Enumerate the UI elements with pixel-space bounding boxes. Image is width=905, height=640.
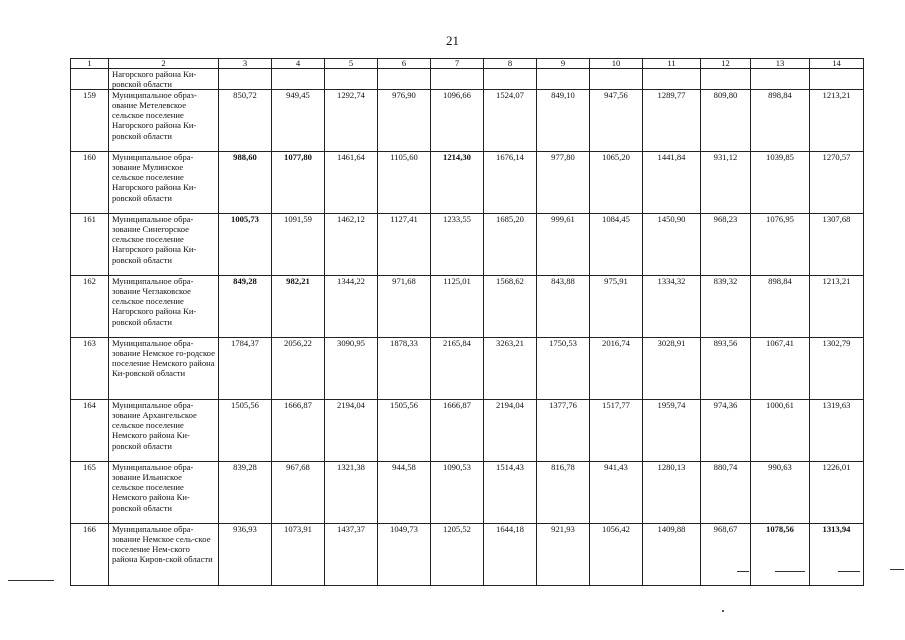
value-cell-col-12: 968,67 bbox=[701, 524, 751, 586]
value-cell-col-4: 1091,59 bbox=[272, 214, 325, 276]
scan-mark-cell-14 bbox=[838, 571, 860, 572]
value-cell-col-8: 1514,43 bbox=[484, 462, 537, 524]
value-cell-col-4: 982,21 bbox=[272, 276, 325, 338]
value-cell-col-9: 816,78 bbox=[537, 462, 590, 524]
value-cell-col-3: 1005,73 bbox=[219, 214, 272, 276]
value-cell-col-8: 2194,04 bbox=[484, 400, 537, 462]
value-cell-col-6: 944,58 bbox=[378, 462, 431, 524]
value-cell-col-8: 1676,14 bbox=[484, 152, 537, 214]
municipality-name: Муниципальное образ-ование Метелевское сельское поселение Нагорского района Ки-ровской области bbox=[109, 90, 219, 152]
column-header: 10 bbox=[590, 59, 643, 69]
value-cell-col-7: 1125,01 bbox=[431, 276, 484, 338]
municipality-name: Муниципальное обра-зование Ильинское сельское поселение Немского района Ки-ровской области bbox=[109, 462, 219, 524]
table-body bbox=[71, 69, 864, 586]
value-cell-col-4: 1666,87 bbox=[272, 400, 325, 462]
table-row bbox=[71, 338, 864, 400]
scan-mark-right bbox=[890, 569, 904, 570]
table-row bbox=[71, 524, 864, 586]
column-header: 13 bbox=[751, 59, 810, 69]
value-cell-col-7: 1233,55 bbox=[431, 214, 484, 276]
value-cell-col-12: 968,23 bbox=[701, 214, 751, 276]
value-cell-col-3: 839,28 bbox=[219, 462, 272, 524]
value-cell-col-13: 990,63 bbox=[751, 462, 810, 524]
municipality-name: Муниципальное обра-зование Архангельское сельское поселение Немского района Ки-ровской области bbox=[109, 400, 219, 462]
value-cell-col-11: 3028,91 bbox=[643, 338, 701, 400]
column-header: 12 bbox=[701, 59, 751, 69]
value-cell-col-7: 1666,87 bbox=[431, 400, 484, 462]
table-row bbox=[71, 276, 864, 338]
column-header: 1 bbox=[71, 59, 109, 69]
table-row bbox=[71, 90, 864, 152]
data-table bbox=[70, 58, 864, 586]
value-cell-col-8: 1568,62 bbox=[484, 276, 537, 338]
value-cell-col-12: 880,74 bbox=[701, 462, 751, 524]
value-cell-col-5: 2194,04 bbox=[325, 400, 378, 462]
column-header: 11 bbox=[643, 59, 701, 69]
value-cell-col-3: 936,93 bbox=[219, 524, 272, 586]
value-cell-col-8: 1685,20 bbox=[484, 214, 537, 276]
value-cell-col-3: 988,60 bbox=[219, 152, 272, 214]
value-cell-col-11: 1450,90 bbox=[643, 214, 701, 276]
value-cell-col-4: 1077,80 bbox=[272, 152, 325, 214]
municipality-name: Муниципальное обра-зование Немское го-родское поселение Немского района Ки-ровской области bbox=[109, 338, 219, 400]
value-cell-col-3: 850,72 bbox=[219, 90, 272, 152]
municipality-name: Муниципальное обра-зование Немское сель-ское поселение Нем-ского района Киров-ской области bbox=[109, 524, 219, 586]
column-header: 7 bbox=[431, 59, 484, 69]
value-cell-col-11: 1334,32 bbox=[643, 276, 701, 338]
value-cell-col-5: 1462,12 bbox=[325, 214, 378, 276]
value-cell-col-4: 949,45 bbox=[272, 90, 325, 152]
table-row bbox=[71, 152, 864, 214]
municipality-name: Нагорского района Ки-ровской области bbox=[109, 69, 219, 90]
value-cell-col-9: 1377,76 bbox=[537, 400, 590, 462]
page-number: 21 bbox=[446, 33, 459, 48]
value-cell-col-7: 1205,52 bbox=[431, 524, 484, 586]
value-cell-col-3: 1505,56 bbox=[219, 400, 272, 462]
column-header: 3 bbox=[219, 59, 272, 69]
value-cell-col-6: 971,68 bbox=[378, 276, 431, 338]
value-cell-col-9: 921,93 bbox=[537, 524, 590, 586]
value-cell-col-11: 1959,74 bbox=[643, 400, 701, 462]
value-cell-col-5: 3090,95 bbox=[325, 338, 378, 400]
value-cell-col-11: 1441,84 bbox=[643, 152, 701, 214]
value-cell-col-12: 809,80 bbox=[701, 90, 751, 152]
value-cell-col-9: 849,10 bbox=[537, 90, 590, 152]
value-cell-col-12: 839,32 bbox=[701, 276, 751, 338]
value-cell-col-6: 976,90 bbox=[378, 90, 431, 152]
value-cell-col-3: 1784,37 bbox=[219, 338, 272, 400]
value-cell-col-13: 898,84 bbox=[751, 276, 810, 338]
value-cell-col-13: 1067,41 bbox=[751, 338, 810, 400]
value-cell-col-14: 1270,57 bbox=[810, 152, 864, 214]
value-cell-col-5: 1437,37 bbox=[325, 524, 378, 586]
value-cell-col-8: 1524,07 bbox=[484, 90, 537, 152]
value-cell-col-14: 1213,21 bbox=[810, 90, 864, 152]
column-header: 4 bbox=[272, 59, 325, 69]
row-number: 166 bbox=[71, 524, 109, 586]
column-header: 8 bbox=[484, 59, 537, 69]
value-cell-col-7: 1214,30 bbox=[431, 152, 484, 214]
value-cell-col-12: 931,12 bbox=[701, 152, 751, 214]
row-number: 162 bbox=[71, 276, 109, 338]
scan-mark-cell-12 bbox=[737, 571, 749, 572]
value-cell-col-14: 1307,68 bbox=[810, 214, 864, 276]
value-cell-col-9: 977,80 bbox=[537, 152, 590, 214]
value-cell-col-13: 1000,61 bbox=[751, 400, 810, 462]
value-cell-col-5: 1321,38 bbox=[325, 462, 378, 524]
table-row bbox=[71, 462, 864, 524]
value-cell-col-6: 1878,33 bbox=[378, 338, 431, 400]
scan-speck bbox=[722, 610, 724, 612]
row-number-cell bbox=[71, 69, 109, 90]
value-cell-col-4: 2056,22 bbox=[272, 338, 325, 400]
value-cell-col-10: 941,43 bbox=[590, 462, 643, 524]
value-cell-col-12: 893,56 bbox=[701, 338, 751, 400]
value-cell-col-10: 1084,45 bbox=[590, 214, 643, 276]
column-header: 2 bbox=[109, 59, 219, 69]
value-cell-col-3: 849,28 bbox=[219, 276, 272, 338]
value-cell-col-5: 1344,22 bbox=[325, 276, 378, 338]
value-cell-col-10: 2016,74 bbox=[590, 338, 643, 400]
value-cell-col-4: 967,68 bbox=[272, 462, 325, 524]
value-cell-col-9: 999,61 bbox=[537, 214, 590, 276]
column-header: 6 bbox=[378, 59, 431, 69]
value-cell-col-11: 1289,77 bbox=[643, 90, 701, 152]
row-number: 163 bbox=[71, 338, 109, 400]
value-cell-col-14: 1302,79 bbox=[810, 338, 864, 400]
column-header: 5 bbox=[325, 59, 378, 69]
municipality-name: Муниципальное обра-зование Мулинское сельское поселение Нагорского района Ки-ровской области bbox=[109, 152, 219, 214]
value-cell-col-7: 1096,66 bbox=[431, 90, 484, 152]
scan-mark-left bbox=[8, 580, 54, 581]
row-number: 159 bbox=[71, 90, 109, 152]
value-cell-col-11: 1409,88 bbox=[643, 524, 701, 586]
value-cell-col-8: 1644,18 bbox=[484, 524, 537, 586]
row-number: 161 bbox=[71, 214, 109, 276]
value-cell-col-6: 1505,56 bbox=[378, 400, 431, 462]
value-cell-col-4: 1073,91 bbox=[272, 524, 325, 586]
value-cell-col-14: 1319,63 bbox=[810, 400, 864, 462]
table-header bbox=[71, 59, 864, 69]
value-cell-col-10: 975,91 bbox=[590, 276, 643, 338]
column-header: 9 bbox=[537, 59, 590, 69]
value-cell-col-9: 843,88 bbox=[537, 276, 590, 338]
municipality-name: Муниципальное обра-зование Чеглаковское сельское поселение Нагорского района Ки-ровской области bbox=[109, 276, 219, 338]
value-cell-col-7: 1090,53 bbox=[431, 462, 484, 524]
value-cell-col-14: 1213,21 bbox=[810, 276, 864, 338]
value-cell-col-5: 1461,64 bbox=[325, 152, 378, 214]
value-cell-col-9: 1750,53 bbox=[537, 338, 590, 400]
value-cell-col-7: 2165,84 bbox=[431, 338, 484, 400]
value-cell-col-13: 898,84 bbox=[751, 90, 810, 152]
value-cell-col-8: 3263,21 bbox=[484, 338, 537, 400]
row-number: 160 bbox=[71, 152, 109, 214]
value-cell-col-13: 1076,95 bbox=[751, 214, 810, 276]
value-cell-col-5: 1292,74 bbox=[325, 90, 378, 152]
row-number: 165 bbox=[71, 462, 109, 524]
value-cell-col-10: 1517,77 bbox=[590, 400, 643, 462]
value-cell-col-6: 1105,60 bbox=[378, 152, 431, 214]
column-header: 14 bbox=[810, 59, 864, 69]
value-cell-col-11: 1280,13 bbox=[643, 462, 701, 524]
value-cell-col-13: 1078,56 bbox=[751, 524, 810, 586]
value-cell-col-10: 1056,42 bbox=[590, 524, 643, 586]
value-cell-col-12: 974,36 bbox=[701, 400, 751, 462]
value-cell-col-14: 1226,01 bbox=[810, 462, 864, 524]
value-cell-col-6: 1127,41 bbox=[378, 214, 431, 276]
value-cell-col-13: 1039,85 bbox=[751, 152, 810, 214]
municipality-name: Муниципальное обра-зование Синегорское сельское поселение Нагорского района Ки-ровской области bbox=[109, 214, 219, 276]
value-cell-col-10: 1065,20 bbox=[590, 152, 643, 214]
row-number: 164 bbox=[71, 400, 109, 462]
scan-mark-cell-13 bbox=[775, 571, 805, 572]
table-row bbox=[71, 214, 864, 276]
value-cell-col-6: 1049,73 bbox=[378, 524, 431, 586]
value-cell-col-10: 947,56 bbox=[590, 90, 643, 152]
table-row-continuation bbox=[71, 69, 864, 90]
value-cell-col-14: 1313,94 bbox=[810, 524, 864, 586]
table-row bbox=[71, 400, 864, 462]
